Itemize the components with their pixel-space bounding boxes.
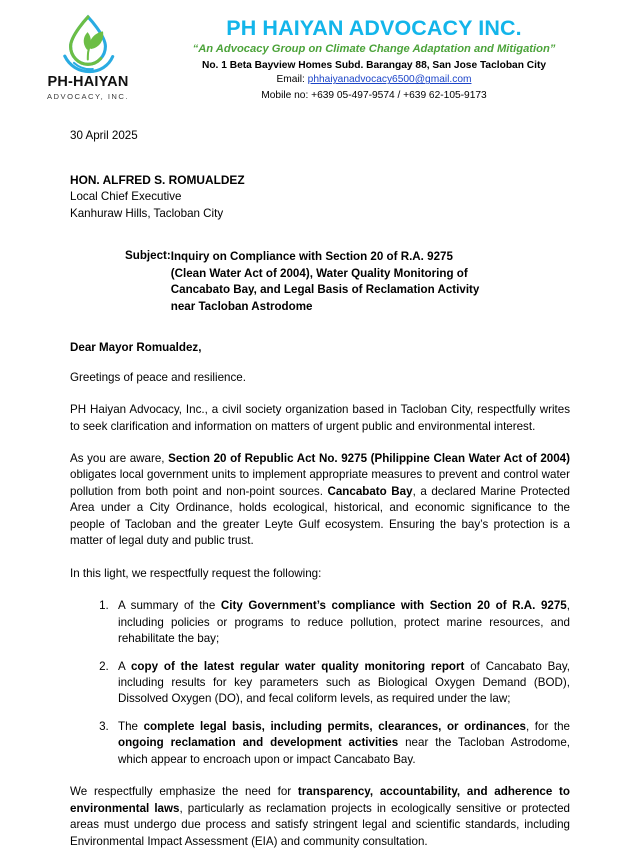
context-text-1: As you are aware,	[70, 451, 169, 465]
request-1-text-2: , including policies or programs to reduce pollution, protect marine resources, and rehabilitate the bay;	[118, 599, 570, 646]
recipient-block	[70, 172, 570, 223]
letterhead	[0, 0, 622, 104]
organization-mobile-line: Mobile no: +639 05-497-9574 / +639 62-105-9173	[261, 90, 487, 102]
salutation: Dear Mayor Romualdez,	[70, 340, 202, 354]
closing-text-2: , particularly as reclamation projects in ecologically sensitive or protected areas must undergo due process and satisfy stringent legal and scientific standards, including Environmental Impact Assessment (EIA) and community consultation.	[70, 801, 570, 848]
request-list	[70, 598, 570, 768]
email-label: Email:	[276, 74, 305, 86]
context-paragraph	[70, 451, 570, 550]
subject-block	[70, 249, 570, 316]
context-text-2: obligates local government units to implement appropriate measures to prevent and control water pollution from both point and non-point sources.	[70, 468, 570, 498]
letter-date: 30 April 2025	[70, 128, 138, 142]
recipient-position: Local Chief Executive	[70, 190, 182, 204]
organization-email-line	[158, 73, 590, 88]
subject-line: near Tacloban Astrodome	[170, 299, 313, 313]
greeting-paragraph: Greetings of peace and resilience.	[70, 370, 246, 384]
request-3-text-3: near the Tacloban Astrodome, which appear to encroach upon or impact Cancabato Bay.	[118, 736, 570, 766]
list-item	[112, 719, 570, 768]
organization-logo	[18, 10, 158, 101]
subject-line: (Clean Water Act of 2004), Water Quality Monitoring of	[170, 266, 468, 280]
context-bold-2: Cancabato Bay	[327, 484, 413, 498]
water-droplet-leaf-logo-icon	[52, 14, 124, 74]
closing-paragraph	[70, 784, 570, 850]
request-2-text-2: of Cancabato Bay, including results for key parameters such as Biological Oxygen Demand (BOD), Dissolved Oxygen (DO), and fecal coliform levels, as required under the law;	[118, 659, 570, 706]
list-item	[112, 598, 570, 647]
intro-paragraph: PH Haiyan Advocacy, Inc., a civil society organization based in Tacloban City, respectfully writes to seek clarification and information on matters of urgent public and environmental interest.	[70, 403, 570, 433]
subject-label: Subject:	[125, 248, 171, 262]
organization-address: No. 1 Beta Bayview Homes Subd. Barangay 88, San Jose Tacloban City	[201, 59, 547, 71]
request-3-text-1: The	[118, 719, 144, 733]
request-2-bold-1: copy of the latest regular water quality monitoring report	[130, 659, 465, 673]
request-1-text-1: A summary of the	[118, 599, 221, 613]
email-link[interactable]: phhaiyanadvocacy6500@gmail.com	[307, 74, 472, 86]
context-bold-1: Section 20 of Republic Act No. 9275 (Philippine Clean Water Act of 2004)	[168, 451, 570, 465]
request-3-bold-1: complete legal basis, including permits, clearances, or ordinances	[143, 719, 526, 733]
request-3-bold-2: ongoing reclamation and development activities	[118, 736, 399, 750]
closing-text-1: We respectfully emphasize the need for	[70, 785, 298, 799]
list-item	[112, 659, 570, 708]
subject-text	[171, 249, 570, 316]
logo-subwordmark: ADVOCACY, INC.	[46, 92, 130, 102]
subject-line: Cancabato Bay, and Legal Basis of Reclamation Activity	[170, 283, 480, 297]
request-3-text-2: , for the	[526, 719, 571, 733]
closing-bold-1: transparency, accountability, and adherence to environmental laws	[70, 785, 570, 815]
letter-body	[0, 128, 622, 850]
request-2-text-1: A	[118, 659, 131, 673]
letterhead-text	[158, 10, 604, 104]
logo-wordmark: PH-HAIYAN	[47, 74, 129, 90]
recipient-name: HON. ALFRED S. ROMUALDEZ	[70, 173, 245, 188]
organization-title: PH HAIYAN ADVOCACY INC.	[226, 16, 522, 40]
organization-tagline: “An Advocacy Group on Climate Change Adaptation and Mitigation”	[192, 43, 556, 56]
subject-line: Inquiry on Compliance with Section 20 of R.A. 9275	[170, 249, 453, 263]
recipient-address: Kanhuraw Hills, Tacloban City	[70, 207, 224, 221]
request-intro-paragraph: In this light, we respectfully request the following:	[70, 566, 322, 580]
context-text-3: , a declared Marine Protected Area under a City Ordinance, holds ecological, historical, and economic significance to the people of Tacloban and the greater Leyte Gulf ecosystem. Ensuring the bay’s protection is a matter of legal duty and public trust.	[70, 484, 570, 548]
request-1-bold-1: City Government’s compliance with Section 20 of R.A. 9275	[220, 599, 567, 613]
